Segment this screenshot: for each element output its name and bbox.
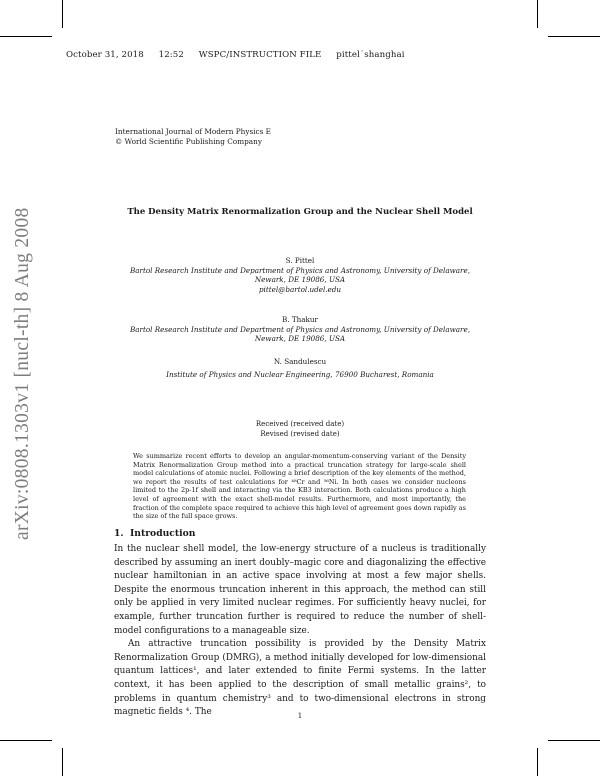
section-title: Introduction [130, 528, 196, 539]
section-heading [114, 528, 195, 539]
section-number: 1. [114, 528, 124, 539]
received-info [110, 420, 490, 439]
author-email: pittel@bartol.udel.edu [258, 284, 342, 294]
crop-mark-bottom-left-v [62, 748, 63, 776]
revised-date: Revised (revised date) [260, 429, 340, 438]
author-affiliation: Bartol Research Institute and Department of Physics and Astronomy, University of Delaware, [129, 324, 471, 334]
arxiv-stamp: arXiv:0808.1303v1 [nucl-th] 8 Aug 2008 [12, 207, 33, 540]
author-block-2 [110, 315, 490, 344]
crop-mark-top-right-v [537, 0, 538, 28]
body-text [114, 543, 486, 720]
crop-mark-top-left-h [0, 36, 52, 37]
author-affiliation: Institute of Physics and Nuclear Engineering, 76900 Bucharest, Romania [166, 369, 434, 379]
crop-mark-top-right-h [548, 36, 600, 37]
header-file: pittel˙shanghai [336, 50, 405, 60]
author-affiliation: Newark, DE 19086, USA [254, 275, 346, 284]
header-date: October 31, 2018 [66, 50, 144, 60]
crop-mark-bottom-right-v [537, 748, 538, 776]
author-name: B. Thakur [282, 315, 318, 324]
paper-title: The Density Matrix Renormalization Group and the Nuclear Shell Model [127, 207, 473, 217]
header-type: WSPC/INSTRUCTION FILE [198, 50, 322, 60]
author-block-3 [110, 357, 490, 379]
journal-copyright: © World Scientific Publishing Company [115, 137, 262, 146]
crop-mark-bottom-left-h [0, 740, 52, 741]
author-name: S. Pittel [285, 256, 315, 265]
running-header [66, 50, 417, 60]
page-number: 1 [297, 712, 303, 720]
author-affiliation: Bartol Research Institute and Department of Physics and Astronomy, University of Delaware, [129, 265, 471, 275]
paragraph: An attractive truncation possibility is provided by the Density Matrix Renormalization Group (DMRG), a method initially developed for low-dimensional quantum lattices¹, and later extended to finite Fermi systems. In the latter context, it has been applied to the description of small metallic grains², to problems in quantum chemistry³ and to two-dimensional electrons in strong magnetic fields ⁴. The [114, 639, 486, 718]
received-date: Received (received date) [255, 420, 345, 428]
author-affiliation: Newark, DE 19086, USA [254, 334, 346, 343]
crop-mark-bottom-right-h [548, 740, 600, 741]
crop-mark-top-left-v [62, 0, 63, 28]
author-block-1 [110, 256, 490, 294]
journal-info [115, 127, 271, 147]
header-time: 12:52 [158, 50, 184, 60]
author-name: N. Sandulescu [273, 357, 327, 366]
abstract: We summarize recent efforts to develop an angular-momentum-conserving variant of the Density Matrix Renormalization Group method into a practical truncation strategy for large-scale shell model calculations of atomic nuclei. Following a brief description of the key elements of the method, we report the results of test calculations for ⁴⁸Cr and ⁵⁶Ni. In both cases we consider nucleons limited to the 2p-1f shell and interacting via the KB3 interaction. Both calculations produce a high level of agreement with the exact shell-model results. Furthermore, and most importantly, the fraction of the complete space required to achieve this high level of agreement goes down rapidly as the size of the full space grows. [133, 452, 466, 521]
journal-name: International Journal of Modern Physics E [115, 127, 272, 136]
paragraph: In the nuclear shell model, the low-energy structure of a nucleus is traditionally described by assuming an inert doubly–magic core and diagonalizing the effective nuclear hamiltonian in an active space involving at most a few major shells. Despite the enormous truncation inherent in this approach, the method can still only be applied in very limited nuclear regimes. For sufficiently heavy nuclei, for example, further truncation further is required to reduce the number of shell-model configurations to a manageable size. [114, 544, 486, 636]
